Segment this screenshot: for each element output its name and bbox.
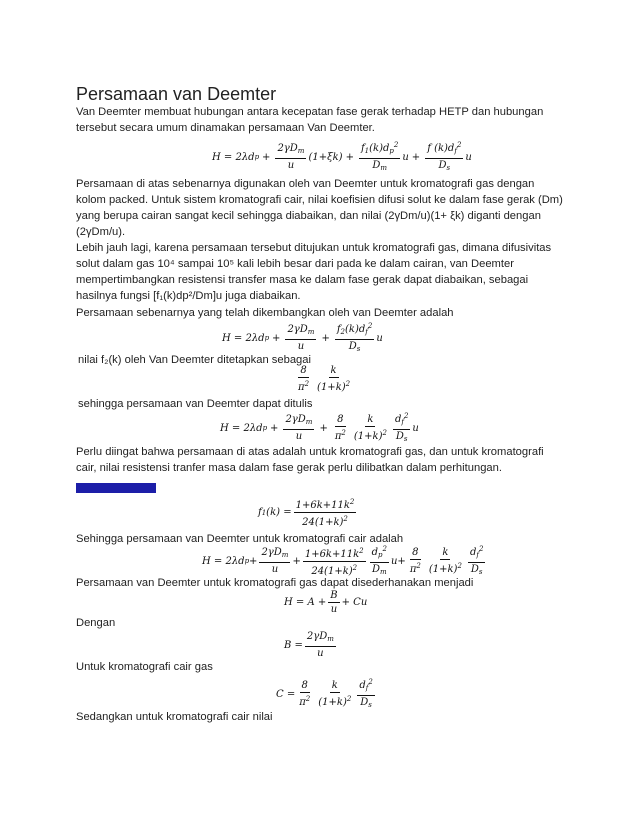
equation-developed: H = 2λd p + $\frac{2\gamma D_m}{u}$ + $\frac{f_2(k)d_f^2}{D_s}$ u: [222, 322, 383, 353]
line-liquid: Sehingga persamaan van Deemter untuk kromatografi cair adalah: [76, 533, 404, 545]
equation-abc: H = A + $\frac{B}{u}$ + Cu: [284, 590, 368, 615]
equation-f1: f 1 (k) = $\frac{1+6k+11k^2}{24(1+k)^2}$: [258, 498, 355, 528]
paragraph-reminder: Perlu diingat bahwa persamaan di atas adalah untuk kromatografi gas, dan untuk kromatografi cair, nilai resistensi tranfer masa dalam fase gerak perlu dilibatkan dalam perhitungan.: [76, 446, 544, 474]
intro-paragraph: Van Deemter membuat hubungan antara kecepatan fase gerak terhadap HETP dan hubungan tersebut secara umum dinamakan persamaan Van Deemter.: [76, 106, 544, 134]
equation-written: H = 2λd p + $\frac{2\gamma D_m}{u}$ + $\frac{8}{\pi^2}$ $\frac{k}{(1+k)^2}$ $\frac{d_f^2}{D_s}$ u: [220, 412, 419, 443]
line-gas-simple: Persamaan van Deemter untuk kromatografi gas dapat disederhanakan menjadi: [76, 577, 474, 589]
equation-liquid: H = 2λd p + $\frac{2\gamma D_m}{u}$ + $\frac{1+6k+11k^2}{24(1+k)^2}$ $\frac{d_p^2}{D_m}$ u+ $\frac{8}{\pi^2}$ $\frac{k}{(1+k)^2}$ $\frac{d_f^2}{D_s}$: [202, 545, 484, 577]
equation-b: B = $\frac{2\gamma D_m}{u}$: [284, 631, 334, 659]
paragraph-gas-note: Lebih jauh lagi, karena persamaan tersebut ditujukan untuk kromatografi gas, dimana difusivitas solut dalam gas 10⁴ sampai 10⁵ kali lebih besar dari pada ke dalam cairan, van Deemter mempertimbangkan resistensi transfer masa ke dalam fase gerak dapat diabaikan, sebagai hasilnya fungsi [f₁(k)dp²/Dm]u juga diabaikan.: [76, 242, 552, 302]
line-developed: Persamaan sebenarnya yang telah dikembangkan oleh van Deemter adalah: [76, 307, 454, 319]
line-written: sehingga persamaan van Deemter dapat ditulis: [78, 398, 313, 410]
paragraph-liquid-note: Persamaan di atas sebenarnya digunakan oleh van Deemter untuk kromatografi gas dengan kolom packed. Untuk sistem kromatografi cair, nilai koefisien difusi solut ke dalam fase gerak (Dm) yang berupa cairan sangat kecil sehingga diabaikan, dan nilai (2γDm/u)(1+ ξk) diganti dengan (2γDm/u).: [76, 178, 563, 238]
highlight-bar: [76, 483, 156, 493]
line-cair-gas: Untuk kromatografi cair gas: [76, 661, 213, 673]
equation-van-deemter-full: H = 2λd p + $\frac{2\gamma D_m}{u}$ (1+ξk) + $\frac{f_1(k)d_p^2}{D_m}$ u + $\frac{f (k)d_f^2}{D_s}$ u: [212, 141, 472, 172]
line-f2: nilai f₂(k) oleh Van Deemter ditetapkan sebagai: [78, 354, 311, 366]
equation-c: C = $\frac{8}{\pi^2}$ $\frac{k}{(1+k)^2}$ $\frac{d_f^2}{D_s}$: [276, 678, 373, 709]
equation-f2-value: $\frac{8}{\pi^2}$ $\frac{k}{(1+k)^2}$: [298, 365, 351, 393]
line-sedangkan: Sedangkan untuk kromatografi cair nilai: [76, 711, 273, 723]
page-title: Persamaan van Deemter: [76, 84, 277, 104]
line-dengan: Dengan: [76, 617, 116, 629]
